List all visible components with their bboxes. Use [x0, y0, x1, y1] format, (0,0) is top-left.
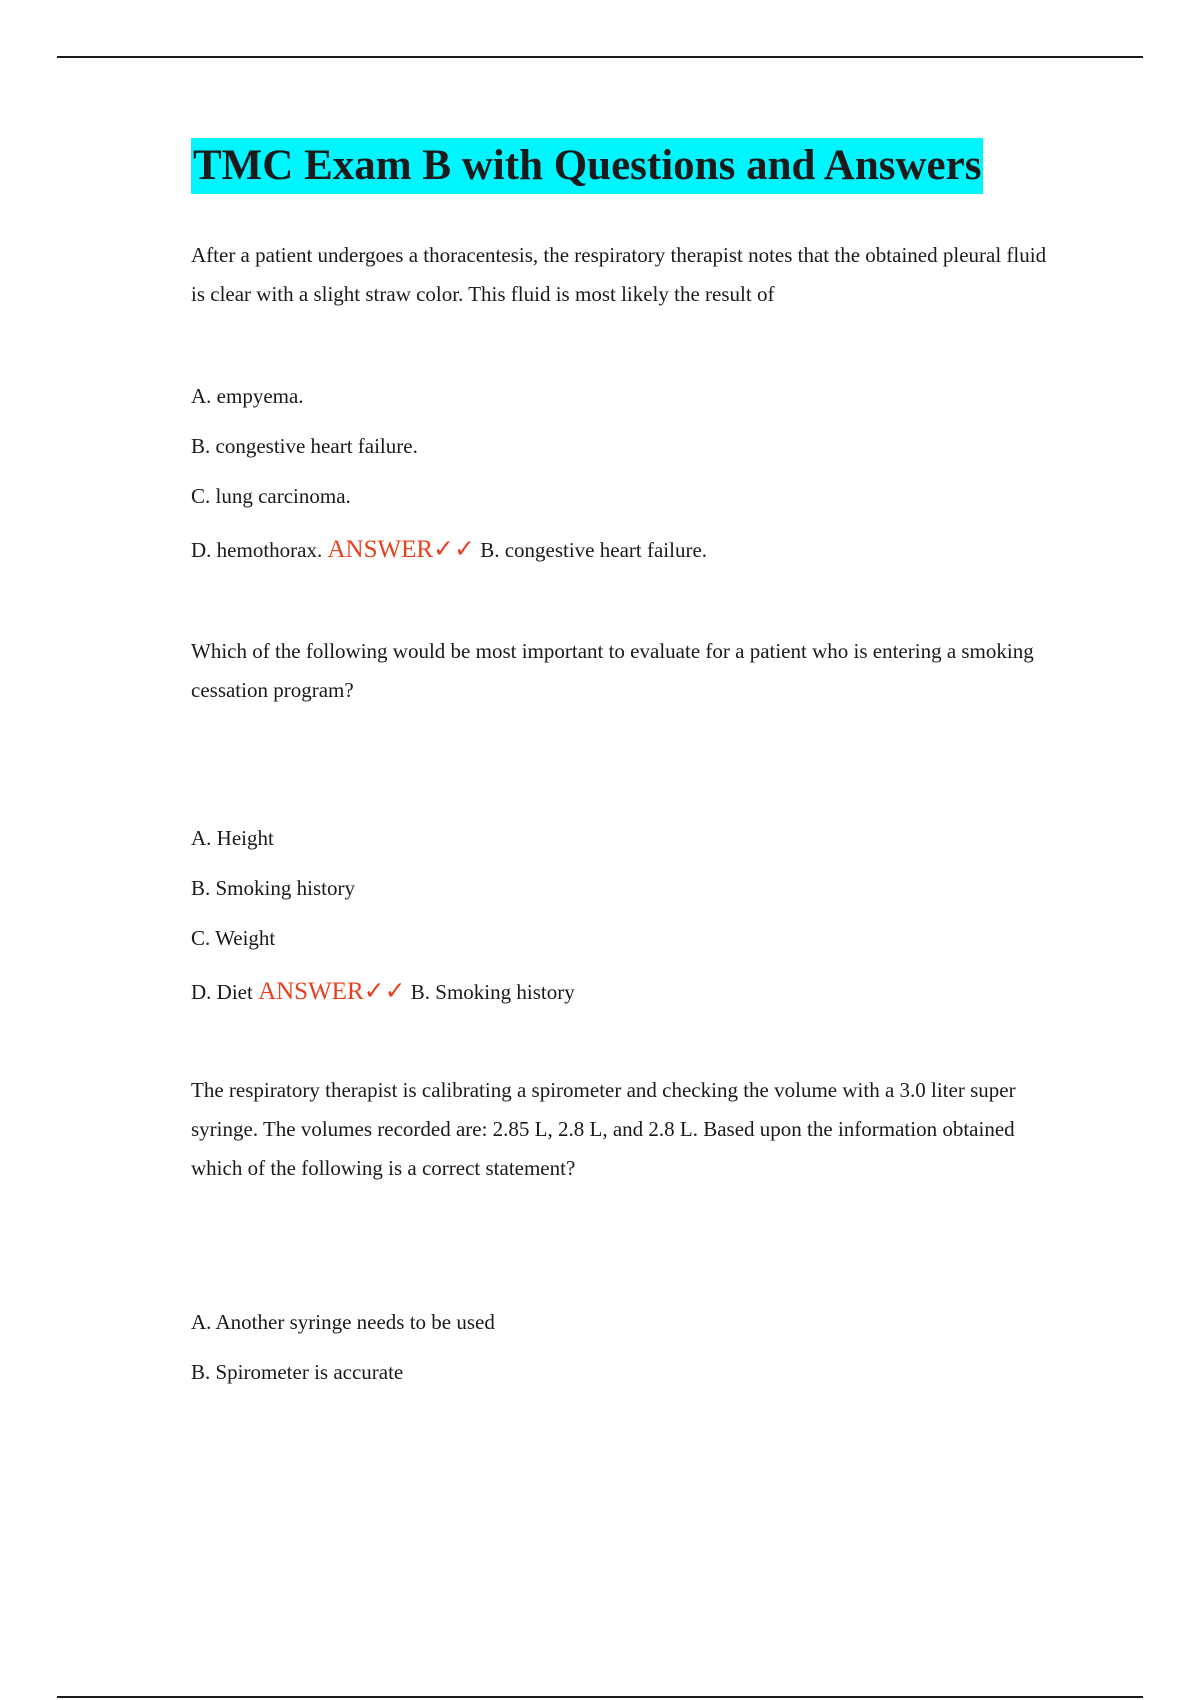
question-1-answer: B. congestive heart failure.: [480, 538, 708, 562]
question-2-option-a: A. Height: [191, 826, 274, 850]
document-title: TMC Exam B with Questions and Answers: [191, 138, 983, 194]
question-2-option-b: B. Smoking history: [191, 876, 355, 900]
question-1-options: [191, 382, 1051, 564]
question-2-option-d: D. Diet: [191, 980, 253, 1004]
question-3-option-b: B. Spirometer is accurate: [191, 1360, 404, 1384]
question-2-option-d-with-answer: [191, 978, 1051, 1006]
question-3-option-a: A. Another syringe needs to be used: [191, 1310, 495, 1334]
question-1-stem: After a patient undergoes a thoracentesis, the respiratory therapist notes that the obtained pleural fluid is clear with a slight straw color. This fluid is most likely the result of: [191, 243, 1047, 306]
question-1-option-d: D. hemothorax.: [191, 538, 323, 562]
answer-checkmark-label: ANSWER✓✓: [258, 978, 406, 1005]
top-rule: [57, 56, 1143, 58]
question-1-option-a: A. empyema.: [191, 384, 304, 408]
question-2-stem: Which of the following would be most important to evaluate for a patient who is entering a smoking cessation program?: [191, 639, 1034, 702]
document-body: [191, 138, 1051, 1386]
question-1-option-b: B. congestive heart failure.: [191, 434, 418, 458]
question-1-option-c: C. lung carcinoma.: [191, 484, 351, 508]
bottom-rule: [57, 1696, 1143, 1698]
question-2-answer: B. Smoking history: [410, 980, 575, 1004]
question-3-stem: The respiratory therapist is calibrating a spirometer and checking the volume with a 3.0 liter super syringe. The volumes recorded are: 2.85 L, 2.8 L, and 2.8 L. Based upon the information obtained which of the following is a correct statement?: [191, 1078, 1016, 1180]
answer-checkmark-label: ANSWER✓✓: [327, 536, 475, 563]
question-3-options: [191, 1308, 1051, 1386]
question-2-options: [191, 824, 1051, 1006]
question-2-option-c: C. Weight: [191, 926, 276, 950]
question-1-option-d-with-answer: [191, 536, 1051, 564]
